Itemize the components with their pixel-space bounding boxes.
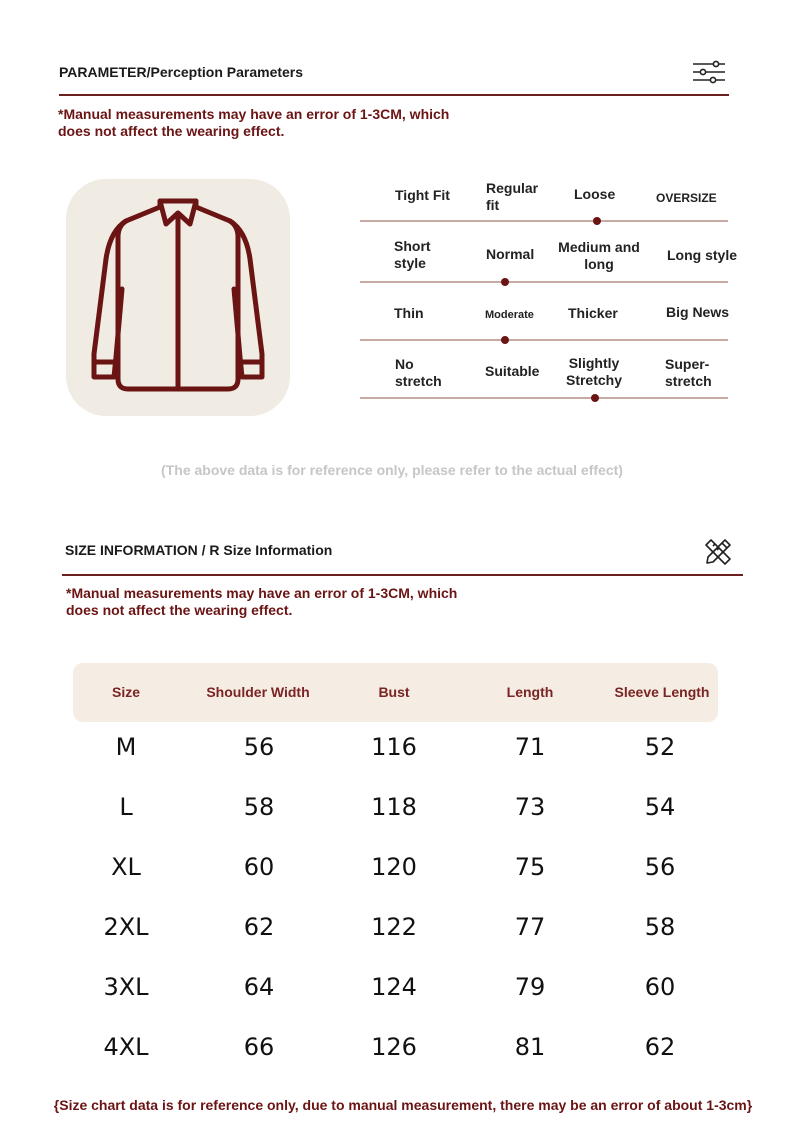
params-note-line2: does not affect the wearing effect. bbox=[58, 123, 285, 139]
table-row bbox=[0, 853, 790, 883]
fit-option-oversize: OVERSIZE bbox=[656, 191, 717, 205]
cell-shoulder-width: 64 bbox=[243, 973, 275, 1001]
header-length: Length bbox=[506, 684, 554, 700]
table-row bbox=[0, 1033, 790, 1063]
cell-shoulder-width: 60 bbox=[243, 853, 275, 881]
length-option-long: Long style bbox=[667, 247, 738, 263]
cell-length: 73 bbox=[514, 793, 546, 821]
size-chart-footer-note: {Size chart data is for reference only, due to manual measurement, there may be an error of about 1-3cm} bbox=[53, 1097, 753, 1113]
cell-sleeve-length: 58 bbox=[644, 913, 676, 941]
cell-length: 81 bbox=[514, 1033, 546, 1061]
cell-length: 75 bbox=[514, 853, 546, 881]
params-note bbox=[58, 106, 449, 140]
fit-option-regular: Regular fit bbox=[486, 180, 539, 213]
cell-shoulder-width: 62 bbox=[243, 913, 275, 941]
cell-size: 3XL bbox=[103, 973, 149, 1001]
thickness-option-thicker: Thicker bbox=[568, 305, 618, 321]
fit-option-loose: Loose bbox=[574, 186, 616, 202]
size-info-note-line2: does not affect the wearing effect. bbox=[66, 602, 293, 618]
size-table-header bbox=[73, 663, 718, 722]
thickness-option-thin: Thin bbox=[394, 305, 424, 321]
elasticity-option-no-stretch: No stretch bbox=[395, 356, 442, 389]
cell-sleeve-length: 62 bbox=[644, 1033, 676, 1061]
length-option-normal: Normal bbox=[486, 246, 535, 262]
size-info-title: SIZE INFORMATION / R Size Information bbox=[65, 542, 333, 558]
cell-bust: 120 bbox=[371, 853, 417, 881]
length-option-short: Short style bbox=[394, 238, 431, 271]
params-rule bbox=[59, 94, 729, 96]
cell-bust: 116 bbox=[371, 733, 417, 761]
elasticity-scale-marker bbox=[591, 394, 599, 402]
header-size: Size bbox=[111, 684, 141, 700]
elasticity-option-suitable: Suitable bbox=[485, 363, 540, 379]
cell-length: 77 bbox=[514, 913, 546, 941]
thickness-option-moderate: Moderate bbox=[485, 309, 534, 321]
table-row bbox=[0, 913, 790, 943]
thickness-scale bbox=[360, 339, 728, 341]
cell-size: 4XL bbox=[103, 1033, 149, 1061]
table-row bbox=[0, 973, 790, 1003]
fit-scale bbox=[360, 220, 728, 222]
cell-size: XL bbox=[111, 853, 141, 881]
cell-sleeve-length: 60 bbox=[644, 973, 676, 1001]
cell-shoulder-width: 58 bbox=[243, 793, 275, 821]
cell-bust: 118 bbox=[371, 793, 417, 821]
header-shoulder-width: Shoulder Width bbox=[206, 684, 310, 700]
cell-size: M bbox=[115, 733, 137, 761]
table-row bbox=[0, 793, 790, 823]
cell-sleeve-length: 52 bbox=[644, 733, 676, 761]
thickness-option-big-news: Big News bbox=[666, 304, 730, 320]
params-reference-note: (The above data is for reference only, please refer to the actual effect) bbox=[161, 462, 623, 478]
length-scale-marker bbox=[501, 278, 509, 286]
params-note-line1: *Manual measurements may have an error of 1-3CM, which bbox=[58, 106, 450, 122]
cell-bust: 126 bbox=[371, 1033, 417, 1061]
length-scale bbox=[360, 281, 728, 283]
table-row bbox=[0, 733, 790, 763]
elasticity-option-slightly-stretchy: Slightly Stretchy bbox=[565, 355, 623, 388]
elasticity-option-super-stretch: Super-stretch bbox=[665, 356, 712, 389]
header-sleeve-length: Sleeve Length bbox=[614, 684, 710, 700]
cell-shoulder-width: 56 bbox=[243, 733, 275, 761]
shirt-illustration-panel bbox=[66, 179, 290, 416]
thickness-scale-marker bbox=[501, 336, 509, 344]
cell-length: 79 bbox=[514, 973, 546, 1001]
cell-size: L bbox=[119, 793, 133, 821]
elasticity-scale bbox=[360, 397, 728, 399]
ruler-pencil-icon bbox=[703, 537, 733, 567]
size-info-note-line1: *Manual measurements may have an error of 1-3CM, which bbox=[66, 585, 458, 601]
cell-sleeve-length: 54 bbox=[644, 793, 676, 821]
size-info-note bbox=[66, 585, 457, 619]
header-bust: Bust bbox=[378, 684, 410, 700]
cell-bust: 122 bbox=[371, 913, 417, 941]
cell-sleeve-length: 56 bbox=[644, 853, 676, 881]
size-info-rule bbox=[62, 574, 743, 576]
fit-scale-marker bbox=[593, 217, 601, 225]
fit-option-tight: Tight Fit bbox=[395, 187, 450, 203]
cell-shoulder-width: 66 bbox=[243, 1033, 275, 1061]
shirt-icon bbox=[66, 179, 290, 416]
cell-bust: 124 bbox=[371, 973, 417, 1001]
sliders-icon bbox=[692, 60, 726, 84]
cell-size: 2XL bbox=[103, 913, 149, 941]
params-title: PARAMETER/Perception Parameters bbox=[59, 64, 304, 80]
cell-length: 71 bbox=[514, 733, 546, 761]
length-option-medium-long: Medium and long bbox=[558, 239, 640, 272]
